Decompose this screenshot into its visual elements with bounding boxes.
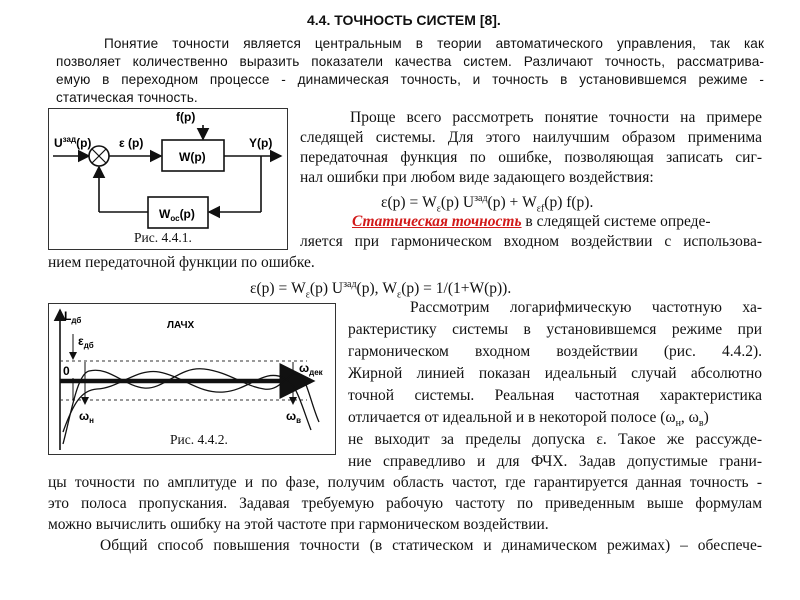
section-heading: 4.4. ТОЧНОСТЬ СИСТЕМ [8]. bbox=[307, 12, 501, 28]
fig1-feedback-label: $W_{ос}(p)$ bbox=[159, 207, 195, 223]
para2-line-3: нием передаточной функции по ошибке. bbox=[48, 254, 315, 271]
fig1-forward-label: W(p) bbox=[179, 150, 206, 164]
para3-line-6: отличается от идеальной и в некоторой полосе ($\omega_н$, $\omega_в$) bbox=[348, 409, 709, 430]
para3-line-8: ние справедливо и для ФЧХ. Задав допустимые грани- bbox=[348, 453, 762, 470]
para1-line-1: Проще всего рассмотреть понятие точности на примере bbox=[350, 109, 762, 126]
fig1-caption: Рис. 4.4.1. bbox=[134, 230, 192, 245]
lafc-y-label: $L_{дб}$ bbox=[64, 309, 82, 325]
para3-line-1: Рассмотрим логарифмическую частотную ха- bbox=[410, 299, 762, 316]
formula-1: $\varepsilon(p) = W_\varepsilon(p) U^{зад}(p) + W_{\varepsilon f}(p)$ f(p). bbox=[381, 193, 594, 215]
fig1-input-label: $U^{зад}(p)$ bbox=[54, 135, 92, 150]
para3-line-4: Жирной линией показан идеальный случай абсолютно bbox=[348, 365, 762, 382]
para4-line-2: это полоса пропускания. Задавая требуемую рабочую частоту по приведенным выше формулам bbox=[48, 495, 762, 512]
feedback-block bbox=[148, 197, 208, 228]
para4-line-4: Общий способ повышения точности (в статическом и динамическом режимах) – обеспече- bbox=[100, 537, 762, 554]
lafc-title: ЛАЧХ bbox=[167, 320, 195, 331]
fig1-output-label: Y(p) bbox=[249, 136, 273, 150]
block-diagram-svg bbox=[49, 109, 287, 249]
intro-line-2: позволяет количественно выразить показатели качества систем. Различают точность, рассматрива- bbox=[56, 54, 764, 69]
fig2-caption: Рис. 4.4.2. bbox=[170, 432, 228, 447]
para4-line-3: можно вычислить ошибку на этой частоте при гармоническом воздействии. bbox=[48, 516, 549, 533]
formula-2: $\varepsilon(p) = W_\varepsilon(p)$ $U^{зад}(p)$, $W_\varepsilon(p) = 1/(1+W(p))$. bbox=[250, 279, 512, 301]
intro-line-3: емую в переходном процессе - динамическая точность, и точность в установившемся режиме - bbox=[56, 72, 764, 87]
para4-line-1: цы точности по амплитуде и по фазе, получим область частот, где гарантируется данная точность - bbox=[48, 474, 762, 491]
fig1-disturbance-label: f(p) bbox=[176, 110, 196, 124]
lafc-omega-dek-label: $\omega_{дек}$ bbox=[299, 361, 323, 377]
para2-line-2: ляется при гармоническом входном воздействии с использова- bbox=[300, 233, 762, 250]
para1-line-4: нал ошибки при любом виде задающего воздействия: bbox=[300, 169, 654, 186]
fig1-error-label: ε (p) bbox=[119, 136, 144, 150]
para1-line-3: передаточная функция по ошибке, позволяющая записать сиг- bbox=[300, 149, 762, 166]
lafc-omega-v-label: $\omega_в$ bbox=[286, 409, 302, 425]
static-accuracy-term: Статическая точность bbox=[352, 213, 522, 230]
para3-line-7: не выходит за пределы допуска ε. Такое же рассужде- bbox=[348, 431, 762, 448]
para3-line-3: гармоническом входном воздействии (рис. 4.4.2). bbox=[348, 343, 762, 360]
intro-line-4: статическая точность. bbox=[56, 90, 198, 105]
intro-line-1: Понятие точности является центральным в теории автоматического управления, так как bbox=[104, 36, 764, 51]
lafc-zero-label: 0 bbox=[63, 364, 70, 378]
para1-line-2: следящей системы. Для этого наилучшим образом применима bbox=[300, 129, 762, 146]
lafc-eps-label: $\varepsilon_{дб}$ bbox=[78, 334, 94, 350]
para3-line-2: рактеристику системы в установившемся режиме при bbox=[348, 321, 762, 338]
para2-line-1: Статическая точность в следящей системе опреде- bbox=[352, 213, 711, 230]
figure-block-diagram bbox=[48, 108, 288, 250]
lafc-omega-n-label: $\omega_н$ bbox=[79, 409, 94, 425]
para3-line-5: точной системы. Реальная частотная характеристика bbox=[348, 387, 762, 404]
